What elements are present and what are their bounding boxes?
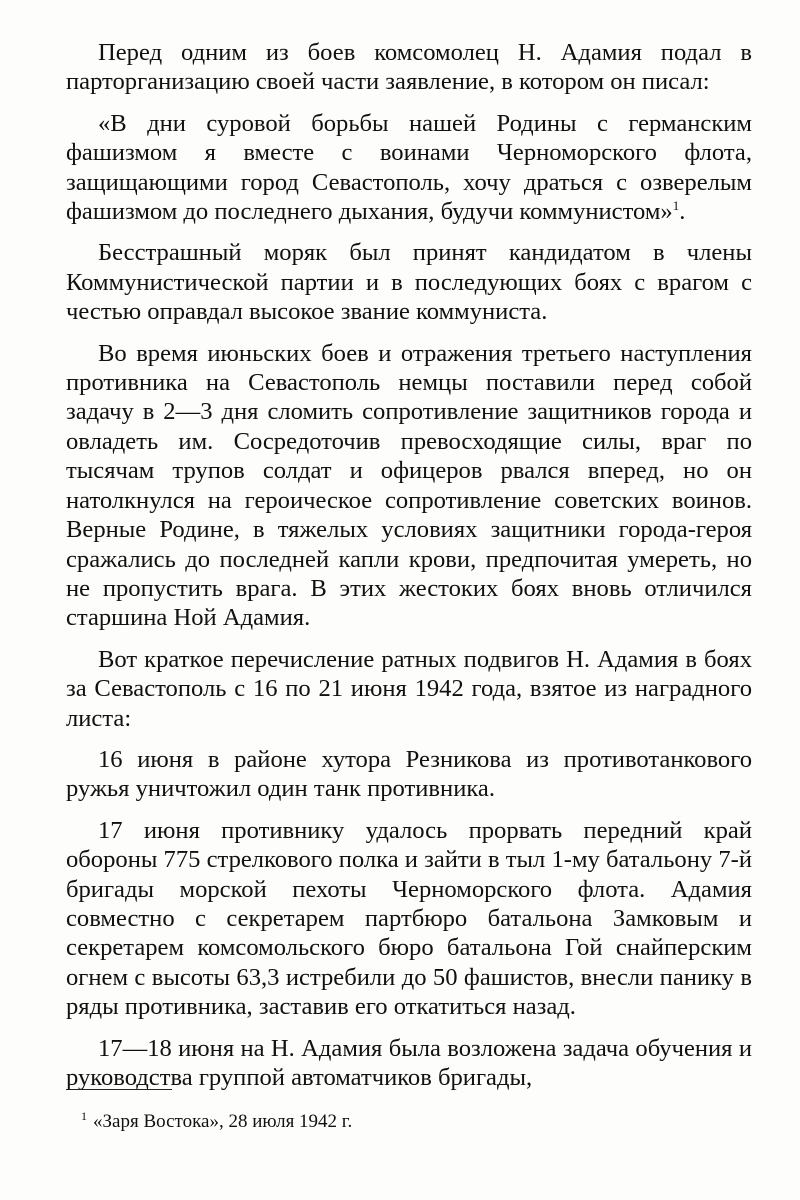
footnote [81, 1110, 731, 1134]
paragraph-award-list-intro [66, 645, 752, 733]
quote-text: «В дни суровой борьбы нашей Родины с германским фашизмом я вместе с воинами Черноморского флота, защищающими город Севастополь, хочу драться с озверелым фашизмом до последнего дыхания, будучи коммунистом» [66, 109, 752, 226]
paragraph-text: 16 июня в районе хутора Резникова из противотанкового ружья уничтожил один танк противника. [66, 745, 752, 803]
footnote-text: «Заря Востока», 28 июля 1942 г. [93, 1111, 353, 1132]
paragraph-june-16 [66, 745, 752, 804]
footnote-marker: 1 [81, 1108, 87, 1123]
paragraph-text: Бесстрашный моряк был принят кандидатом в члены Коммунистической партии и в последующих боях с врагом с честью оправдал высокое звание коммуниста. [66, 239, 752, 326]
paragraph-text: Вот краткое перечисление ратных подвигов Н. Адамия в боях за Севастополь с 16 по 21 июня 1942 года, взятое из наградного листа: [66, 645, 752, 732]
paragraph-candidate [66, 238, 752, 326]
paragraph-text: Во время июньских боев и отражения третьего наступления противника на Севастополь немцы поставили перед собой задачу в 2—3 дня сломить сопротивление защитников города и овладеть им. Сосредоточив превосходящие силы, враг по тысячам трупов солдат и офицеров рвался вперед, но он натолкнулся на героическое сопротивление советских воинов. Верные Родине, в тяжелых условиях защитники города-героя сражались до последней капли крови, предпочитая умереть, но не пропустить врага. В этих жестоких боях вновь отличился старшина Ной Адамия. [66, 339, 752, 632]
paragraph-june-17-18 [66, 1034, 752, 1093]
paragraph-text: Перед одним из боев комсомолец Н. Адамия подал в парторганизацию своей части заявление, в котором он писал: [66, 39, 752, 96]
paragraph-june-17 [66, 816, 752, 1022]
footnote-divider [66, 1089, 172, 1090]
paragraph-june-battles [66, 339, 752, 633]
paragraph-text: 17—18 июня на Н. Адамия была возложена задача обучения и руководства группой автоматчиков бригады, [66, 1034, 752, 1091]
paragraph-intro [66, 38, 752, 97]
footnote-reference: 1 [672, 197, 680, 213]
paragraph-text: 17 июня противнику удалось прорвать передний край обороны 775 стрелкового полка и зайти в тыл 1-му батальону 7-й бригады морской пехоты Черноморского флота. Адамия совместно с секретарем партбюро батальона Замковым и секретарем комсомольского бюро батальона Гой снайперским огнем с высоты 63,3 истребили до 50 фашистов, внесли панику в ряды противника, заставив его откатиться назад. [66, 816, 752, 1021]
body-text [66, 38, 752, 1092]
paragraph-quote: «В дни суровой борьбы нашей Родины с германским фашизмом я вместе с воинами Черноморского флота, защищающими город Севастополь, хочу драться с озверелым фашизмом до последнего дыхания, будучи коммунистом»$^1$. [66, 109, 752, 226]
